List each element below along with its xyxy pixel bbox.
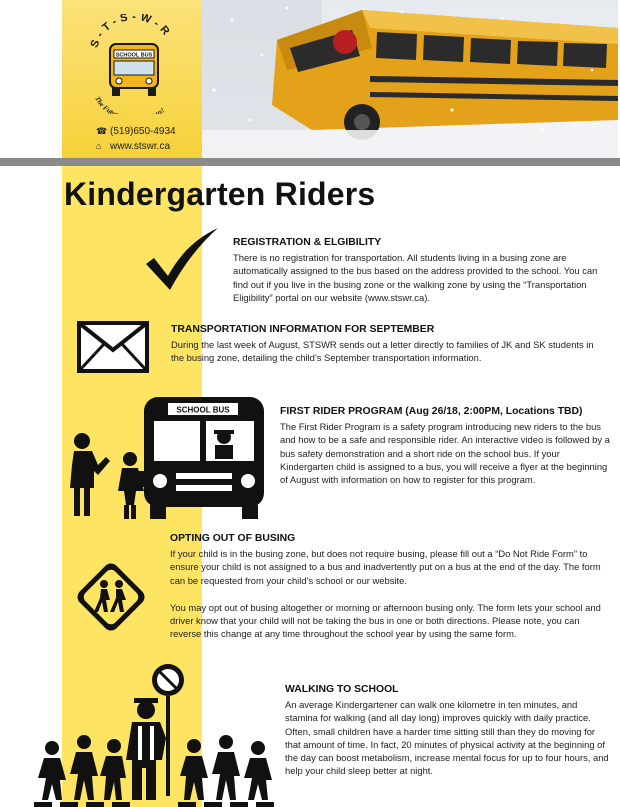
walking-body: An average Kindergartener can walk one kilometre in ten minutes, and stamina for walking (and all day long) improves quickly with daily practice. Often, small children have a harder time sitting still than they do moving for that amount of time. In fact, 20 minutes of physical activity at the beginning of the day can boost metabolism, increase mental focus for up to four hours, and help your child sleep better at night. [285,699,609,777]
opt-out-body-2: You may opt out of busing altogether or morning or afternoon busing only. The form lets your school and driver know that your child will not be taking the bus in one or both directions. Please note, you can reverse this change at any time throughout the school year by using the same form. [170,601,601,640]
registration-heading: REGISTRATION & ELGIBILITY [233,237,382,248]
first-rider-section [280,405,610,486]
phone-number: (519)650-4934 [110,126,176,137]
opt-out-body-1: If your child is in the busing zone, but does not require busing, please fill out a “Do Not Ride Form” to ensure your child is not assigned to a bus and inadvertently put on a bus at the end of the day. The form can be requested from your child’s school or our website. [170,548,601,586]
phone-icon: ☎ [96,126,108,136]
checkmark-icon [140,224,222,294]
logo-bus-label: SCHOOL BUS [115,52,153,59]
logo-tagline: The Futu us! [93,95,167,114]
globe-icon: ⌂ [96,141,102,151]
svg-text:The Future is riding on us! [93,95,166,114]
transport-heading: TRANSPORTATION INFORMATION FOR SEPTEMBER [171,324,435,335]
registration-section [233,236,607,304]
walking-heading: WALKING TO SCHOOL [285,684,399,695]
school-bus-icon [64,393,274,523]
logo-letters: S-T-S-W-R [88,14,175,50]
bus-sign-label: SCHOOL BUS [176,405,230,415]
contact-info [96,124,176,154]
crossing-guard-icon [34,660,274,807]
opt-out-section [170,532,610,640]
opt-out-heading: OPTING OUT OF BUSING [170,533,296,544]
first-rider-body: The First Rider Program is a safety program introducing new riders to the bus and how to be a safe and responsible rider. An interactive video is followed by a bus safety demonstration and a short ride on the school bus. If your Kindergarten child is assigned to a bus, you will receive a flyer at the beginning of August with information on how to register for this program. [280,421,610,486]
first-rider-heading: FIRST RIDER PROGRAM (Aug 26/18, 2:00PM, Locations TBD) [280,406,583,417]
stswr-logo [84,14,184,114]
transport-body: During the last week of August, STSWR sends out a letter directly to families of JK and SK students in the busing zone, detailing the child’s September transportation information. [171,339,594,364]
header-bus-photo [202,0,618,158]
snowy-bus-illustration [202,0,618,158]
header-divider [0,158,620,166]
website-link[interactable]: www.stswr.ca [110,141,171,152]
registration-body: There is no registration for transportation. All students living in a busing zone are automatically assigned to the bus based on the address provided to the school. You can find out if you live in the busing zone or the walking zone by using the “Transportation Eligibility” portal on our website (www.stswr.ca). [233,252,598,303]
page-title: Kindergarten Riders [64,176,376,212]
walking-section [285,683,610,777]
children-crossing-icon [74,560,148,634]
envelope-icon [76,320,150,374]
transport-section [171,323,607,365]
